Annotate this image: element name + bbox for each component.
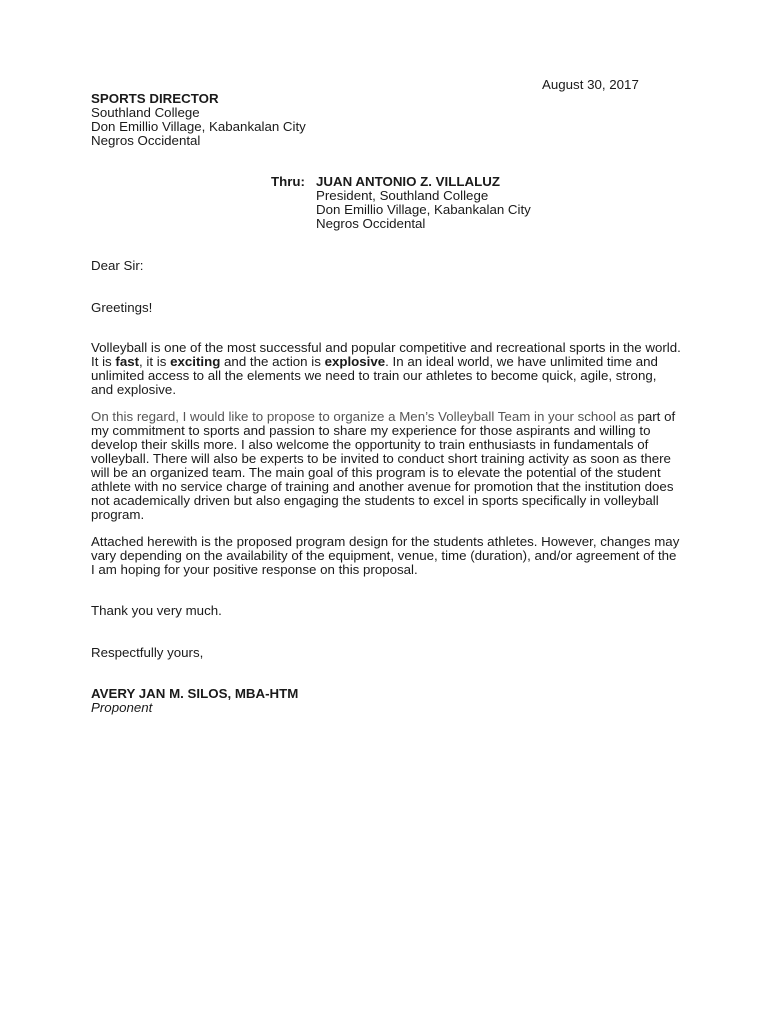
- para3-text: I am hoping for your positive response on this proposal.: [91, 562, 418, 577]
- recipient-line: Southland College: [91, 105, 200, 120]
- para1-text: , it is: [139, 354, 171, 369]
- letter-date: August 30, 2017: [542, 77, 639, 92]
- greeting: Greetings!: [91, 300, 153, 315]
- para1-emphasis-explosive: explosive: [324, 354, 386, 369]
- signature-block: [91, 687, 298, 715]
- thanks-line: Thank you very much.: [91, 603, 222, 618]
- thru-lines: [316, 175, 531, 231]
- para1-emphasis-exciting: exciting: [170, 354, 221, 369]
- recipient-line: Don Emillio Village, Kabankalan City: [91, 119, 306, 134]
- recipient-title: SPORTS DIRECTOR: [91, 91, 219, 106]
- thru-name: JUAN ANTONIO Z. VILLALUZ: [316, 174, 500, 189]
- para1-text: . In an ideal world, we have unlimited time and unlimited access to all the elements we need to train our athletes to become quick, agile, strong, and explosive.: [91, 354, 658, 397]
- salutation: Dear Sir:: [91, 258, 144, 273]
- signer-name: AVERY JAN M. SILOS, MBA-HTM: [91, 686, 299, 701]
- paragraph-attachment: [91, 535, 681, 577]
- thru-line: President, Southland College: [316, 188, 489, 203]
- thru-line: Negros Occidental: [316, 216, 426, 231]
- signer-role: Proponent: [91, 700, 153, 715]
- recipient-address: [91, 92, 306, 148]
- recipient-line: Negros Occidental: [91, 133, 201, 148]
- para1-text: and the action is: [220, 354, 325, 369]
- closing-line: Respectfully yours,: [91, 645, 204, 660]
- para2-text: part of my commitment to sports and passion to share my experience for those aspirants and willing to develop their skills more. I also welcome the opportunity to train enthusiasts in fundamentals of volleyball. There will also be experts to be invited to conduct short training activity as soon as there will be an organized team. The main goal of this program is to elevate the potential of the student athlete with no service charge of training and another avenue for promotion that the institution does not academically driven but also engaging the students to excel in sports specifically in volleyball program.: [91, 409, 676, 522]
- thru-line: Don Emillio Village, Kabankalan City: [316, 202, 531, 217]
- thru-label: Thru:: [271, 174, 305, 189]
- para3-text: Attached herewith is the proposed program design for the students athletes. However, changes may vary depending on the availability of the equipment, venue, time (duration), and/or agreement of the: [91, 534, 680, 563]
- paragraph-volleyball-intro: [91, 341, 681, 397]
- para2-light-text: On this regard, I would like to propose to organize a Men’s Volleyball Team in your school as: [91, 409, 634, 424]
- para1-text: Volleyball is one of the most successful and popular competitive and recreational sports in the world. It is: [91, 340, 681, 369]
- para1-emphasis-fast: fast: [115, 354, 140, 369]
- paragraph-proposal: [91, 410, 681, 522]
